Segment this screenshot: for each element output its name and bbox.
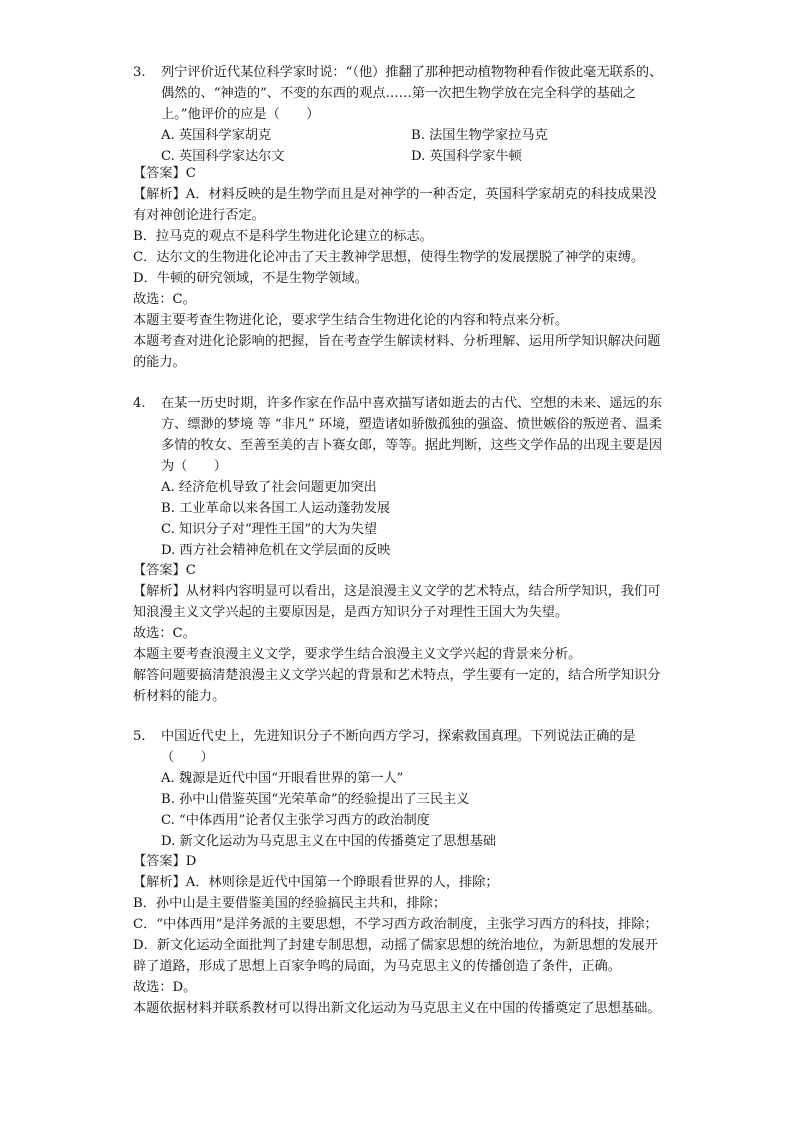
analysis-text: 本题考查对进化论影响的把握，旨在考查学生解读材料、分析理解、运用所学知识解决问题的能力。	[133, 334, 661, 370]
question-stem: 列宁评价近代某位科学家时说：“（他）推翻了那种把动植物物种看作彼此毫无联系的、偶然的、“神造的”、不变的东西的观点……第一次把生物学放在完全科学的基础之上。”他评价的应是（ ）	[161, 65, 663, 122]
option-a: A. 英国科学家胡克	[161, 128, 272, 143]
analysis-first-line	[133, 184, 665, 226]
option-a: A. 魏源是近代中国“开眼看世界的第一人”	[161, 771, 404, 786]
answer-value: D	[185, 854, 197, 869]
option-d: D. 新文化运动为马克思主义在中国的传播奠定了思想基础	[161, 834, 496, 849]
analysis-text: 故选：D。	[133, 980, 197, 995]
options-list	[161, 477, 663, 561]
answer-value: C	[185, 166, 196, 181]
question-4-block	[133, 393, 663, 561]
analysis-text: D．牛顿的研究领域，不是生物学领域。	[133, 271, 368, 286]
options-grid	[161, 125, 663, 167]
question-stem: 中国近代史上，先进知识分子不断向西方学习，探索救国真理。下列说法正确的是（ ）	[161, 729, 636, 765]
answer-value: C	[185, 563, 196, 578]
analysis-text: D．新文化运动全面批判了封建专制思想，动摇了儒家思想的统治地位，为新思想的发展开辟了道路，形成了思想上百家争鸣的局面，为马克思主义的传播创造了条件，正确。	[133, 938, 658, 974]
question-number: 4.	[133, 396, 146, 411]
analysis-text: A．林则徐是近代中国第一个睁眼看世界的人，排除；	[185, 875, 499, 890]
option-c: C. 英国科学家达尔文	[161, 149, 285, 164]
answer-4-block	[133, 560, 665, 707]
answer-line	[133, 163, 665, 184]
answer-label: 【答案】	[133, 166, 186, 181]
analysis-label: 【解析】	[133, 187, 186, 202]
option-b: B. 工业革命以来各国工人运动蓬勃发展	[161, 501, 391, 516]
analysis-first-line	[133, 872, 665, 893]
option-d: D. 英国科学家牛顿	[411, 149, 522, 164]
option-c: C. “中体西用”论者仅主张学习西方的政治制度	[161, 813, 430, 828]
analysis-text: 解答问题要搞清楚浪漫主义文学兴起的背景和艺术特点，学生要有一定的，结合所学知识分析材料的能力。	[133, 668, 661, 704]
analysis-text: 从材料内容明显可以看出，这是浪漫主义文学的艺术特点，结合所学知识，我们可知浪漫主义文学兴起的主要原因是，是西方知识分子对理性王国大为失望。	[133, 584, 661, 620]
options-list	[161, 768, 663, 852]
question-5-block	[133, 726, 663, 852]
analysis-text: B．孙中山是主要借鉴美国的经验搞民主共和，排除；	[133, 896, 447, 911]
answer-5-block	[133, 851, 665, 1019]
analysis-text: B．拉马克的观点不是科学生物进化论建立的标志。	[133, 229, 433, 244]
analysis-text: A．材料反映的是生物学而且是对神学的一种否定，英国科学家胡克的科技成果没有对神创论进行否定。	[133, 187, 657, 223]
answer-line	[133, 560, 665, 581]
option-d: D. 西方社会精神危机在文学层面的反映	[161, 543, 391, 558]
question-number: 5.	[133, 729, 146, 744]
analysis-text: C．“中体西用”是洋务派的主要思想，不学习西方政治制度，主张学习西方的科技，排除；	[133, 917, 658, 932]
analysis-text: 本题主要考查浪漫主义文学，要求学生结合浪漫主义文学兴起的背景来分析。	[133, 647, 582, 662]
answer-3-block	[133, 163, 665, 373]
option-b: B. 法国生物学家拉马克	[411, 128, 548, 143]
analysis-label: 【解析】	[133, 875, 186, 890]
answer-label: 【答案】	[133, 563, 186, 578]
answer-label: 【答案】	[133, 854, 186, 869]
option-c: C. 知识分子对“理性王国”的大为失望	[161, 522, 378, 537]
question-stem: 在某一历史时期，许多作家在作品中喜欢描写诸如逝去的古代、空想的未来、遥远的东方、缥渺的梦境 等 “非凡” 环境，塑造诸如骄傲孤独的强盗、愤世嫉俗的叛逆者、温柔多情的牧女、至善至美的吉卜赛女郎，等等。据此判断，这些文学作品的出现主要是因为（ ）	[161, 396, 663, 474]
option-a: A. 经济危机导致了社会问题更加突出	[161, 480, 377, 495]
question-number: 3.	[133, 65, 146, 80]
analysis-text: 本题主要考查生物进化论，要求学生结合生物进化论的内容和特点来分析。	[133, 313, 569, 328]
analysis-text: 故选：C。	[133, 292, 196, 307]
question-3-block	[133, 62, 663, 167]
answer-line	[133, 851, 665, 872]
option-b: B. 孙中山借鉴英国“光荣革命”的经验提出了三民主义	[161, 792, 470, 807]
analysis-text: C．达尔文的生物进化论冲击了天主教神学思想，使得生物学的发展摆脱了神学的束缚。	[133, 250, 645, 265]
analysis-text: 故选：C。	[133, 626, 196, 641]
analysis-first-line	[133, 581, 665, 623]
analysis-text: 本题依据材料并联系教材可以得出新文化运动为马克思主义在中国的传播奠定了思想基础。	[133, 1001, 661, 1016]
analysis-label: 【解析】	[133, 584, 186, 599]
